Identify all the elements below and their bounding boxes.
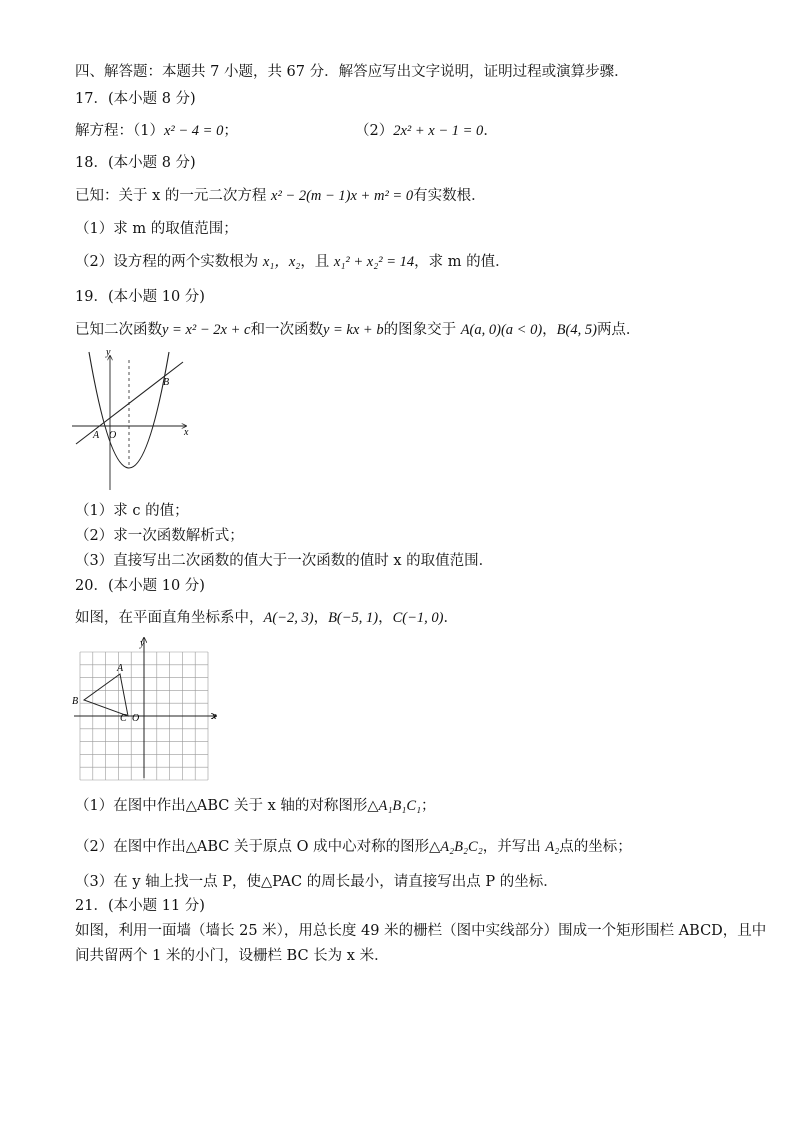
q20-y-label: y [140, 638, 145, 649]
q20-grid-figure [70, 635, 220, 780]
q20-sub2-end: 点的坐标； [559, 839, 632, 855]
q20-sub2-text: （2）在图中作出△ABC 关于原点 O 成中心对称的图形 [75, 839, 430, 855]
q20-triangle-a2b2c2: △A₂B₂C₂ [429, 839, 483, 855]
q18-text-b: 有实数根． [413, 188, 486, 204]
q20-text-a: 如图，在平面直角坐标系中， [75, 610, 264, 626]
q20-sub2-text-c: ，并写出 [482, 839, 541, 855]
q19-text-e: 两点． [596, 322, 641, 338]
q19-sub-2: （2）求一次函数解析式； [75, 528, 244, 544]
section-heading: 四、解答题：本题共 7 小题，共 67 分．解答应写出文字说明，证明过程或演算步骤． [75, 64, 629, 80]
q19-sub-3: （3）直接写出二次函数的值大于一次函数的值时 x 的取值范围． [75, 553, 494, 569]
q17-line [75, 121, 238, 141]
q20-sep-2: ， [378, 610, 393, 626]
q17-prefix: 解方程：（1） [75, 123, 164, 139]
q19-point-a: A(a, 0)(a < 0) [460, 322, 543, 338]
q20-point-a: A(−2, 3) [263, 610, 314, 626]
q18-roots: x₁，x₂ [262, 254, 301, 270]
q21-line-2: 间共留两个 1 米的小门，设栅栏 BC 长为 x 米． [75, 948, 389, 964]
q19-sub-1: （1）求 c 的值； [75, 503, 189, 519]
q17-part2-label: （2） [355, 123, 394, 139]
q20-point-c: C(−1, 0) [392, 610, 444, 626]
q20-point-b: B(−5, 1) [328, 610, 379, 626]
q19-text-c: 的图象交于 [383, 322, 457, 338]
q18-sub-2 [75, 252, 510, 272]
q19-comma: ， [542, 322, 557, 338]
q18-sub2-text-c: ，求 m 的值． [414, 254, 510, 270]
q20-title: 20．(本小题 10 分) [75, 578, 205, 594]
q21-title: 21．(本小题 11 分) [75, 898, 205, 914]
q19-x-label: x [184, 427, 189, 438]
q18-sub2-text-a: （2）设方程的两个实数根为 [75, 254, 259, 270]
q19-label-b: B [163, 377, 170, 388]
q20-end: ． [443, 610, 458, 626]
q18-sub2-text-b: ，且 [300, 254, 330, 270]
q20-label-a: A [117, 663, 124, 674]
q20-sub1-text: （1）在图中作出△ABC 关于 x 轴的对称图形 [75, 798, 368, 814]
q20-label-c: C [120, 713, 127, 724]
q17-equation-2: 2x² + x − 1 = 0 [393, 123, 484, 139]
q19-linear: y = kx + b [322, 322, 384, 338]
q19-statement [75, 320, 640, 340]
q20-statement [75, 608, 458, 628]
q20-sub-3: （3）在 y 轴上找一点 P，使△PAC 的周长最小，请直接写出点 P 的坐标． [75, 874, 558, 890]
q19-label-a: A [93, 430, 100, 441]
q17-equation-1: x² − 4 = 0 [163, 123, 224, 139]
q18-equation: x² − 2(m − 1)x + m² = 0 [271, 188, 414, 204]
q20-label-b: B [72, 696, 79, 707]
q19-point-b: B(4, 5) [556, 322, 597, 338]
q19-text-b: 和一次函数 [250, 322, 323, 338]
q18-sub-1: （1）求 m 的取值范围； [75, 221, 238, 237]
q19-text-a: 已知二次函数 [75, 322, 162, 338]
q18-text-a: 已知：关于 x 的一元二次方程 [75, 188, 267, 204]
q20-point-a2: A₂ [545, 839, 560, 855]
q20-origin-label: O [132, 713, 140, 724]
q19-y-label: y [106, 347, 111, 358]
q21-line-1: 如图，利用一面墙（墙长 25 米），用总长度 49 米的栅栏（图中实线部分）围成一个矩形围栏 ABCD，且中 [75, 923, 767, 939]
q19-origin-label: O [109, 430, 117, 441]
q20-triangle-abc [84, 674, 128, 716]
q19-quadratic: y = x² − 2x + c [162, 322, 251, 338]
q19-title: 19．(本小题 10 分) [75, 289, 205, 305]
q17-separator: ； [223, 123, 238, 139]
q17-end: ． [483, 123, 498, 139]
q18-title: 18．(本小题 8 分) [75, 155, 196, 171]
q17-line-2 [355, 121, 498, 141]
q18-statement [75, 186, 486, 206]
q20-sub1-end: ； [421, 798, 436, 814]
q20-sub-1 [75, 796, 436, 816]
q18-root-condition: x₁² + x₂² = 14 [333, 254, 415, 270]
q20-sub-2 [75, 837, 632, 857]
q20-x-label: x [212, 711, 217, 722]
q20-triangle-a1b1c1: △A₁B₁C₁ [367, 798, 422, 814]
q20-sep-1: ， [313, 610, 329, 626]
q17-title: 17．(本小题 8 分) [75, 91, 196, 107]
q19-graph [66, 347, 196, 498]
